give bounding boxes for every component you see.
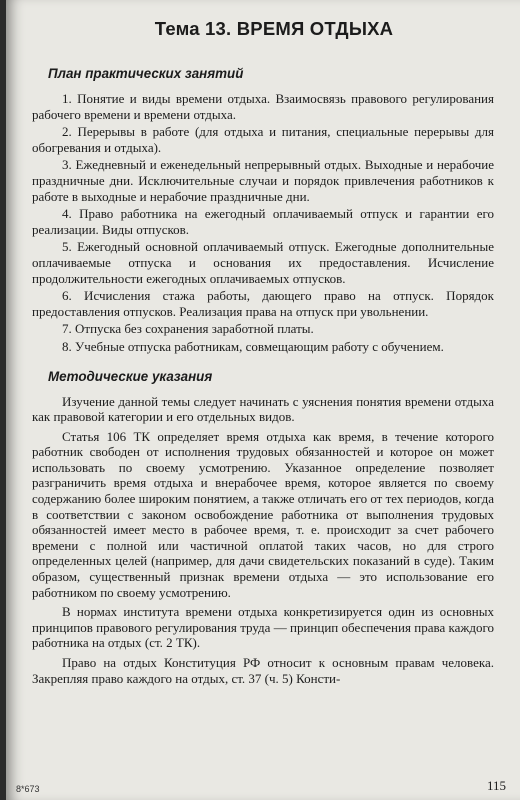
plan-item: 4. Право работника на ежегодный оплачиваемый отпуск и гарантии его реализации. Виды отпусков. — [32, 206, 494, 237]
plan-item: 6. Исчисления стажа работы, дающего право на отпуск. Порядок предоставления отпусков. Реализация права на отпуск при увольнении. — [32, 288, 494, 319]
plan-list — [32, 91, 494, 355]
plan-item: 3. Ежедневный и еженедельный непрерывный отдых. Выходные и нерабочие праздничные дни. Исключительные случаи и порядок привлечения работников к работе в выходные и нерабочие праздничные дни. — [32, 157, 494, 204]
method-paragraph: Статья 106 ТК определяет время отдыха как время, в течение которого работник свободен от исполнения трудовых обязанностей и которое он может использовать по своему усмотрению. Указанное определение позволяет разграничить время отдыха и внерабочее время, которое является по своему содержанию более широким понятием, а также отличать его от тех периодов, когда в соответствии с законом освобождение работника от выполнения трудовых обязанностей имеет место в рабочее время, т. е. происходит за счет рабочего времени с полной или частичной оплатой таких часов, но для строго определенных целей (например, для дачи свидетельских показаний в суде). Таким образом, существенный признак времени отдыха — это использование его работником по своему усмотрению. — [32, 428, 494, 600]
signature-code: 8*673 — [16, 784, 40, 794]
page-content — [32, 18, 494, 690]
method-paragraph: В нормах института времени отдыха конкретизируется один из основных принципов правового регулирования труда — принцип обеспечения права каждого работника на отдых (ст. 2 ТК). — [32, 604, 494, 651]
method-heading: Методические указания — [48, 368, 213, 384]
method-paragraph: Изучение данной темы следует начинать с уяснения понятия времени отдыха как правовой категории и его отдельных видов. — [32, 393, 494, 425]
plan-heading: План практических занятий — [48, 66, 244, 81]
plan-item: 7. Отпуска без сохранения заработной платы. — [62, 321, 314, 337]
plan-item: 8. Учебные отпуска работникам, совмещающим работу с обучением. — [62, 338, 444, 354]
method-body — [32, 394, 494, 687]
page-title: Тема 13. ВРЕМЯ ОТДЫХА — [154, 18, 394, 39]
page-number: 115 — [486, 778, 506, 793]
plan-item: 2. Перерывы в работе (для отдыха и питания, специальные перерывы для обогревания и отдыха). — [32, 124, 494, 155]
plan-item: 1. Понятие и виды времени отдыха. Взаимосвязь правового регулирования рабочего времени и времени отдыха. — [32, 91, 494, 122]
page-footer — [6, 778, 520, 794]
plan-item: 5. Ежегодный основной оплачиваемый отпуск. Ежегодные дополнительные оплачиваемые отпуска и основания их предоставления. Исчисление продолжительности ежегодных оплачиваемых отпусков. — [32, 239, 494, 286]
book-page — [6, 0, 520, 800]
method-paragraph: Право на отдых Конституция РФ относит к основным правам человека. Закрепляя право каждого на отдых, ст. 37 (ч. 5) Консти- — [32, 655, 494, 686]
